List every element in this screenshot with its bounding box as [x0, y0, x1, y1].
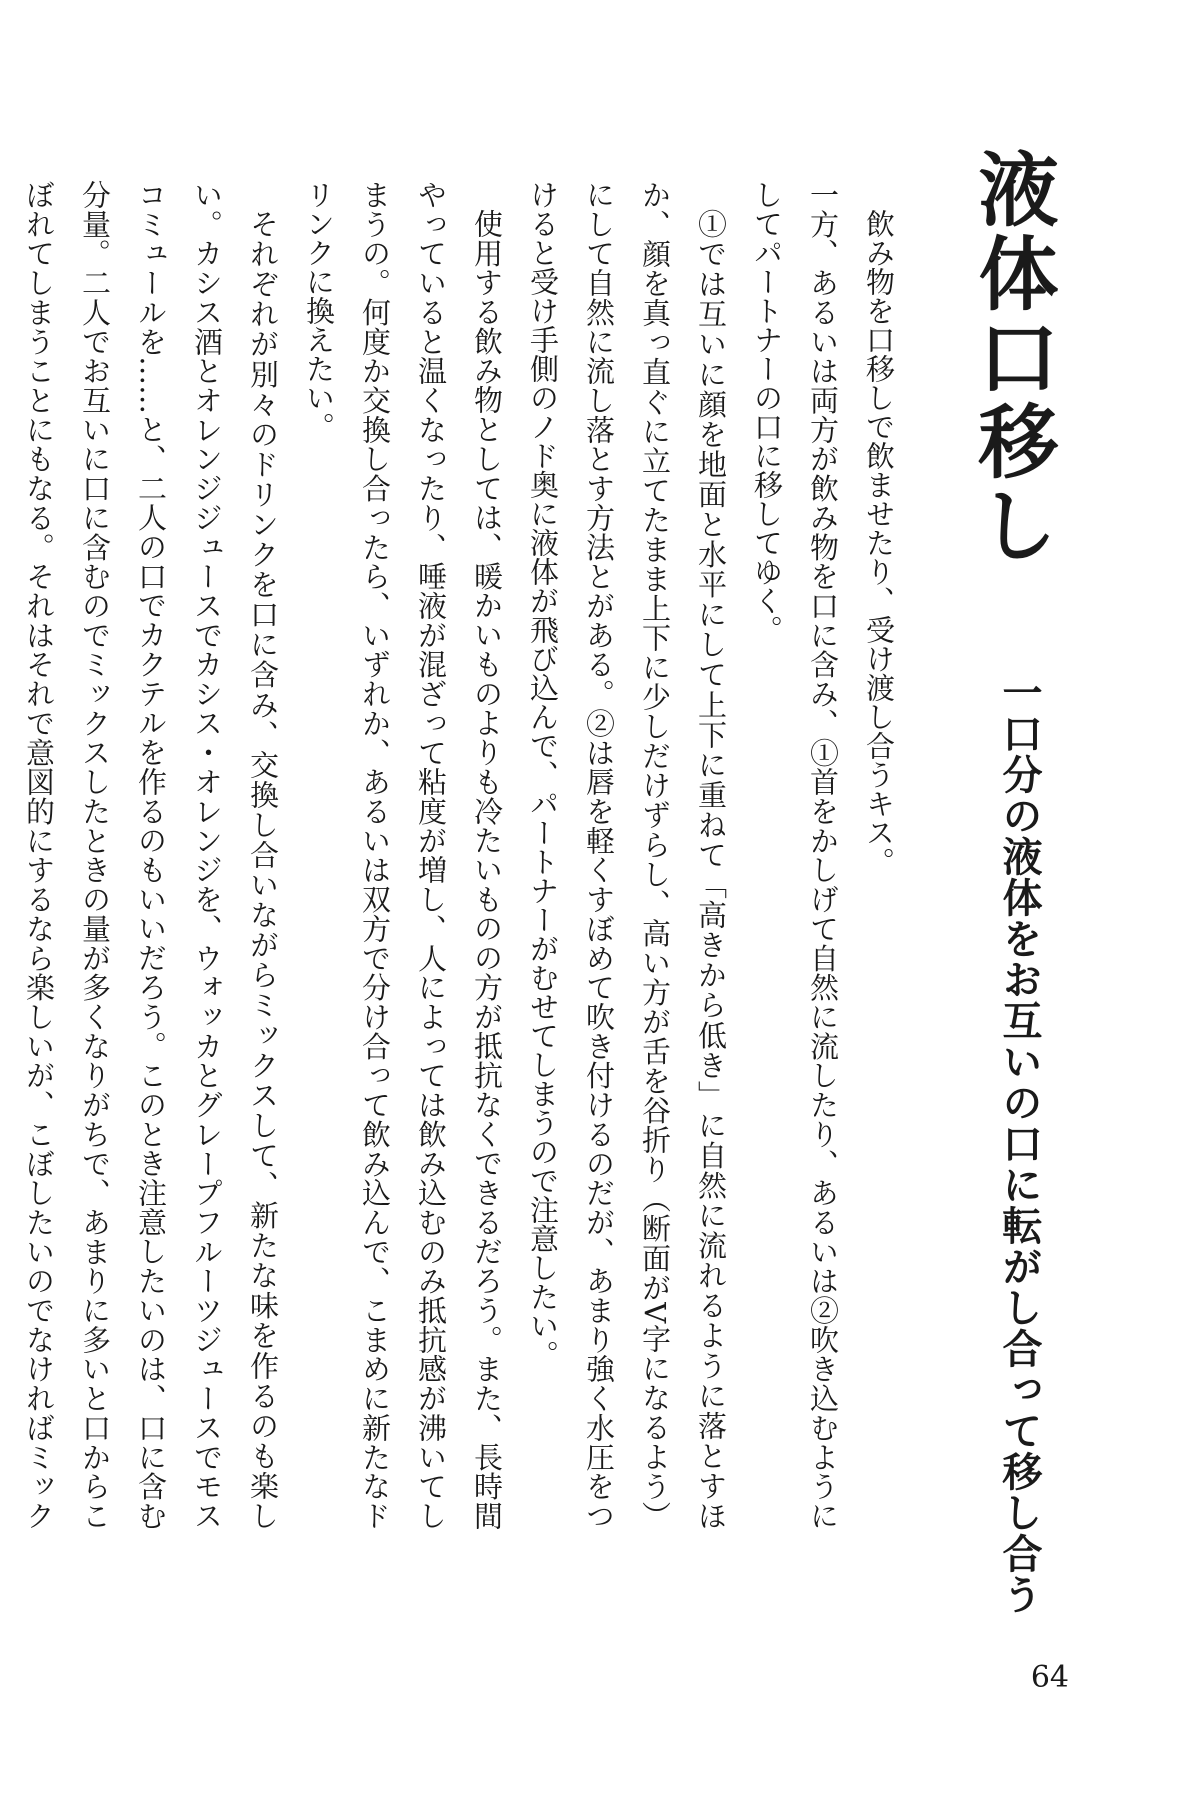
- paragraph-3: ①では互いに顔を地面と水平にして上下に重ねて「高きから低き」に自然に流れるように落とすほか、顔を真っ直ぐに立てたまま上下に少しだけずらし、高い方が舌を谷折り（断面がV字になるよう）にして自然に流し落とす方法とがある。②は唇を軽くすぼめて吹き付けるのだが、あまり強く水圧をつけると受け手側のノド奥に液体が飛び込んで、パートナーがむせてしまうので注意したい。: [526, 180, 728, 1530]
- paragraph-1: 飲み物を口移しで飲ませたり、受け渡し合うキス。: [862, 209, 896, 876]
- paragraph-5: それぞれが別々のドリンクを口に含み、交換し合いながらミックスして、新たな味を作るのも楽しい。カシス酒とオレンジジュースでカシス・オレンジを、ウォッカとグレープフルーツジュースでモスコミュールを……と、二人の口でカクテルを作るのもいいだろう。このとき注意したいのは、口に含む分量。二人でお互いに口に含むのでミックスしたときの量が多くなりがちで、あまりに多いと口からこぼれてしまうことにもなる。それはそれで意図的にするなら楽しいが、こぼしたいのでなければミック: [22, 180, 280, 1530]
- paragraph-4: 使用する飲み物としては、暖かいものよりも冷たいものの方が抵抗なくできるだろう。また、長時間やっていると温くなったり、唾液が混ざって粘度が増し、人によっては飲み込むのみ抵抗感が沸いてしまうの。何度か交換し合ったら、いずれか、あるいは双方で分け合って飲み込んで、こまめに新たなドリンクに換えたい。: [302, 180, 504, 1531]
- page-number: 64: [1030, 1660, 1069, 1695]
- body-text: [22, 180, 907, 1531]
- paragraph-2: 一方、あるいは両方が飲み物を口に含み、①首をかしげて自然に流したり、あるいは②吹き込むようにしてパートナーの口に移してゆく。: [750, 180, 840, 1530]
- page-title: 液体口移し: [965, 148, 1058, 568]
- page-subtitle: 一口分の液体をお互いの口に転がし合って移し合う: [996, 672, 1042, 1615]
